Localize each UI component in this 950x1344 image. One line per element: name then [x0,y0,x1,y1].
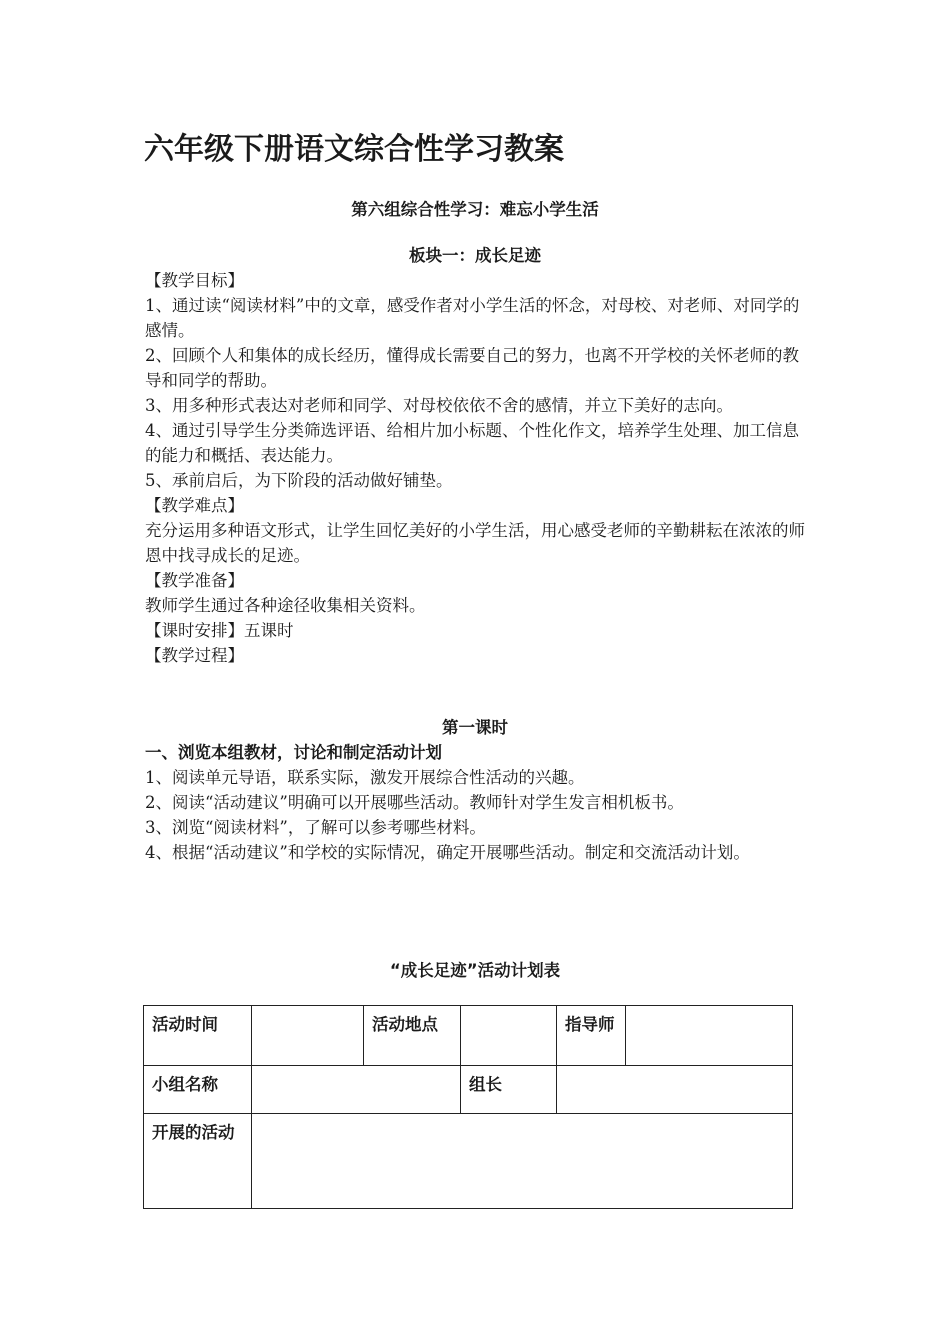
step-heading: 一、浏览本组教材，讨论和制定活动计划 [145,743,442,762]
activity-place-label: 活动地点 [364,1006,461,1066]
teacher-label: 指导师 [557,1006,626,1066]
group-leader-label: 组长 [461,1066,557,1114]
paragraph: 1、阅读单元导语，联系实际，激发开展综合性活动的兴趣。 [145,768,585,787]
paragraph: 【教学难点】 [145,496,244,515]
paragraph: 2、阅读“活动建议”明确可以开展哪些活动。教师针对学生发言相机板书。 [145,793,684,812]
table-row [144,1114,793,1209]
document-title: 六年级下册语文综合性学习教案 [144,132,564,167]
activity-time-label: 活动时间 [144,1006,252,1066]
lesson-heading: 第一课时 [442,718,508,737]
paragraph: 充分运用多种语文形式，让学生回忆美好的小学生活，用心感受老师的辛勤耕耘在浓浓的师恩中找寻成长的足迹。 [145,521,805,565]
paragraph: 2、回顾个人和集体的成长经历，懂得成长需要自己的努力，也离不开学校的关怀老师的教导和同学的帮助。 [145,346,799,390]
activities-cell [252,1114,793,1209]
group-leader-cell [557,1066,793,1114]
section-heading: 板块一：成长足迹 [409,246,541,265]
paragraph: 4、根据“活动建议”和学校的实际情况，确定开展哪些活动。制定和交流活动计划。 [145,843,750,862]
paragraph: 教师学生通过各种途径收集相关资料。 [145,596,426,615]
activities-label: 开展的活动 [144,1114,252,1209]
paragraph: 5、承前启后，为下阶段的活动做好铺垫。 [145,471,453,490]
paragraph: 【课时安排】五课时 [145,621,294,640]
group-heading: 第六组综合性学习：难忘小学生活 [351,200,599,219]
paragraph: 【教学过程】 [145,646,244,665]
paragraph: 【教学目标】 [145,271,244,290]
activity-plan-table [143,1005,793,1209]
paragraph: 【教学准备】 [145,571,244,590]
activity-time-cell [252,1006,364,1066]
table-title: “成长足迹”活动计划表 [389,961,561,980]
lesson-block [145,740,813,865]
group-name-label: 小组名称 [144,1066,252,1114]
group-name-cell [252,1066,461,1114]
paragraph: 1、通过读“阅读材料”中的文章，感受作者对小学生活的怀念，对母校、对老师、对同学的感情。 [145,296,800,340]
objectives-block [145,268,813,668]
table-row [144,1066,793,1114]
teacher-cell [626,1006,793,1066]
table-row [144,1006,793,1066]
paragraph: 3、浏览“阅读材料”，了解可以参考哪些材料。 [145,818,486,837]
paragraph: 4、通过引导学生分类筛选评语、给相片加小标题、个性化作文，培养学生处理、加工信息的能力和概括、表达能力。 [145,421,799,465]
paragraph: 3、用多种形式表达对老师和同学、对母校依依不舍的感情，并立下美好的志向。 [145,396,733,415]
activity-place-cell [461,1006,557,1066]
